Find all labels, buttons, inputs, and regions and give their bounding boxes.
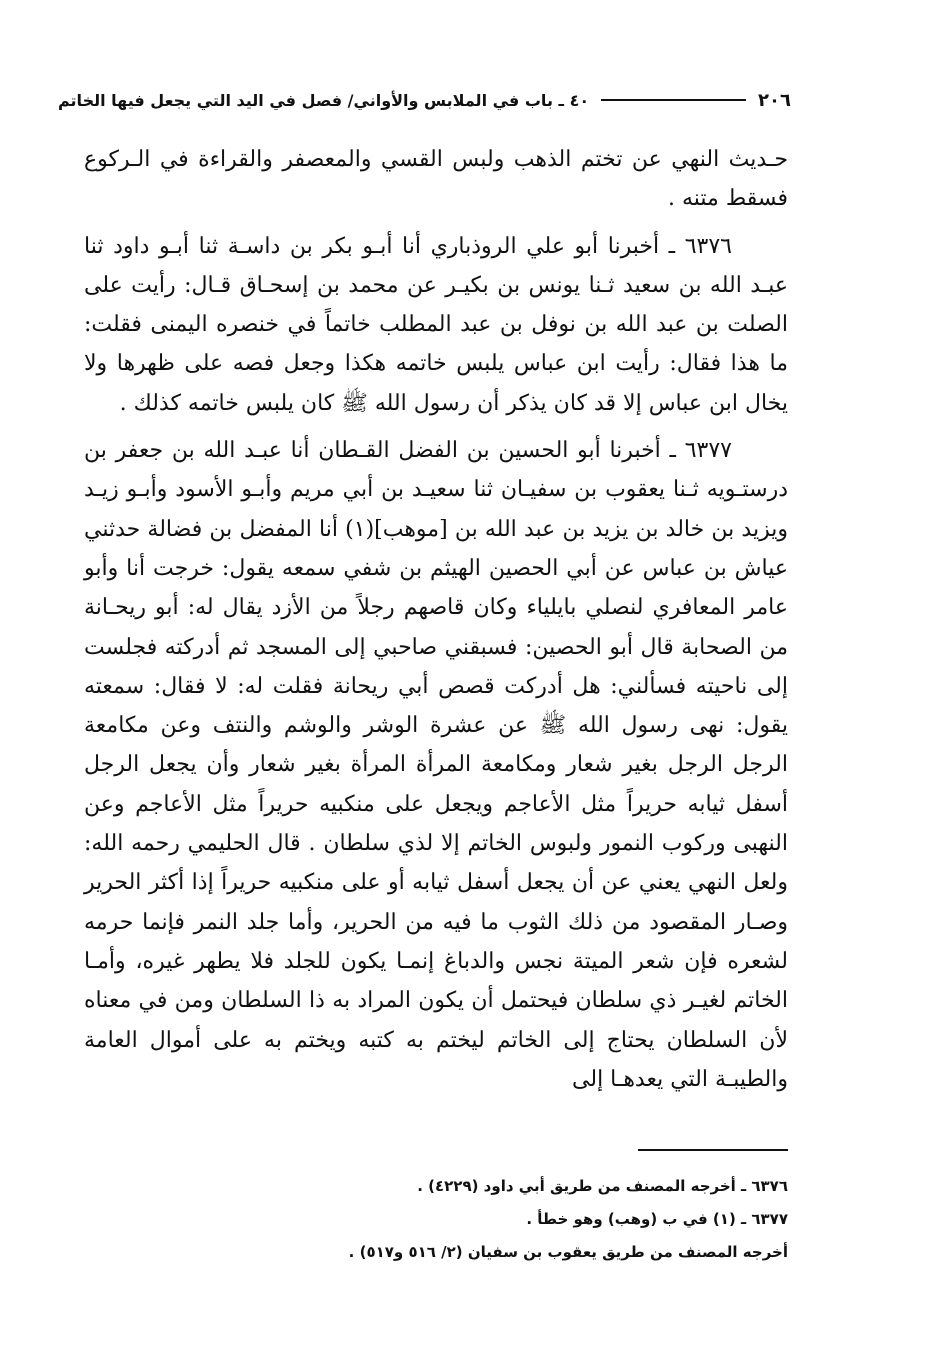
main-text [84, 140, 788, 1099]
footnotes [180, 1170, 788, 1269]
page-number: ٢٠٦ [758, 89, 791, 111]
header-rule [601, 99, 746, 101]
paragraph-continuation: حـديث النهي عن تختم الذهب ولبس القسي والمعصفر والقراءة في الـركوع فسقط متنه . [84, 147, 788, 212]
footnote-6376: ٦٣٧٦ ـ أخرجه المصنف من طريق أبي داود (٤٢٢٩) . [417, 1177, 788, 1195]
footnote-6377-variant: ٦٣٧٧ ـ (١) في ب (وهب) وهو خطأ . [526, 1210, 788, 1228]
footnote-6377-source: أخرجه المصنف من طريق يعقوب بن سفيان (٢/ ٥١٦ و٥١٧) . [348, 1243, 788, 1261]
footnote-separator [638, 1149, 788, 1151]
page-header [58, 84, 791, 116]
hadith-6376: ٦٣٧٦ ـ أخبرنا أبو علي الروذباري أنا أبـو بكر بن داسـة ثنا أبـو داود ثنا عبـد الله بن سعيد ثـنا يونس بن بكيـر عن محمد بن إسحـاق قـال: رأيت على الصلت بن عبد الله بن نوفل بن عبد المطلب خاتماً في خنصره اليمنى فقلت: ما هذا فقال: رأيت ابن عباس يلبس خاتمه هكذا وجعل فصه على ظهرها ولا يخال ابن عباس إلا قد كان يذكر أن رسول الله ﷺ كان يلبس خاتمه كذلك . [84, 233, 788, 416]
hadith-6377: ٦٣٧٧ ـ أخبرنا أبو الحسين بن الفضل القـطان أنا عبـد الله بن جعفر بن درستـويه ثـنا يعقوب بن سفيـان ثنا سعيـد بن أبي مريم وأبـو الأسود وأبـو زيـد ويزيد بن خالد بن يزيد بن عبد الله بن [موهب](١) أنا المفضل بن فضالة حدثني عياش بن عباس عن أبي الحصين الهيثم بن شفي سمعه يقول: خرجت أنا وأبو عامر المعافري لنصلي بايلياء وكان قاصهم رجلاً من الأزد يقال له: أبو ريحـانة من الصحابة قال أبو الحصين: فسبقني صاحبي إلى المسجد ثم أدركته فجلست إلى ناحيته فسألني: هل أدركت قصص أبي ريحانة فقلت له: لا فقال: سمعته يقول: نهى رسول الله ﷺ عن عشرة الوشر والوشم والنتف وعن مكامعة الرجل الرجل بغير شعار ومكامعة المرأة المرأة بغير شعار وأن يجعل الرجل أسفل ثيابه حريراً مثل الأعاجم ويجعل على منكبيه حريراً مثل الأعاجم وعن النهبى وركوب النمور ولبوس الخاتم إلا لذي سلطان . قال الحليمي رحمه الله: ولعل النهي يعني عن أن يجعل أسفل ثيابه أو على منكبيه حريراً إذا أكثر الحرير وصـار المقصود من ذلك الثوب ما فيه من الحرير، وأما جلد النمر فإنما حرمه لشعره فإن شعر الميتة نجس والدباغ إنمـا يكون للجلد فلا يطهر غيره، وأمـا الخاتم لغيـر ذي سلطان فيحتمل أن يكون المراد به ذا السلطان ومن في معناه لأن السلطان يحتاج إلى الخاتم ليختم به كتبه ويختم به على أموال العامة والطيبـة التي يعدهـا إلى [84, 438, 788, 1092]
running-title: ٤٠ ـ باب في الملابس والأواني/ فصل في اليد التي يجعل فيها الخاتم [58, 90, 590, 110]
